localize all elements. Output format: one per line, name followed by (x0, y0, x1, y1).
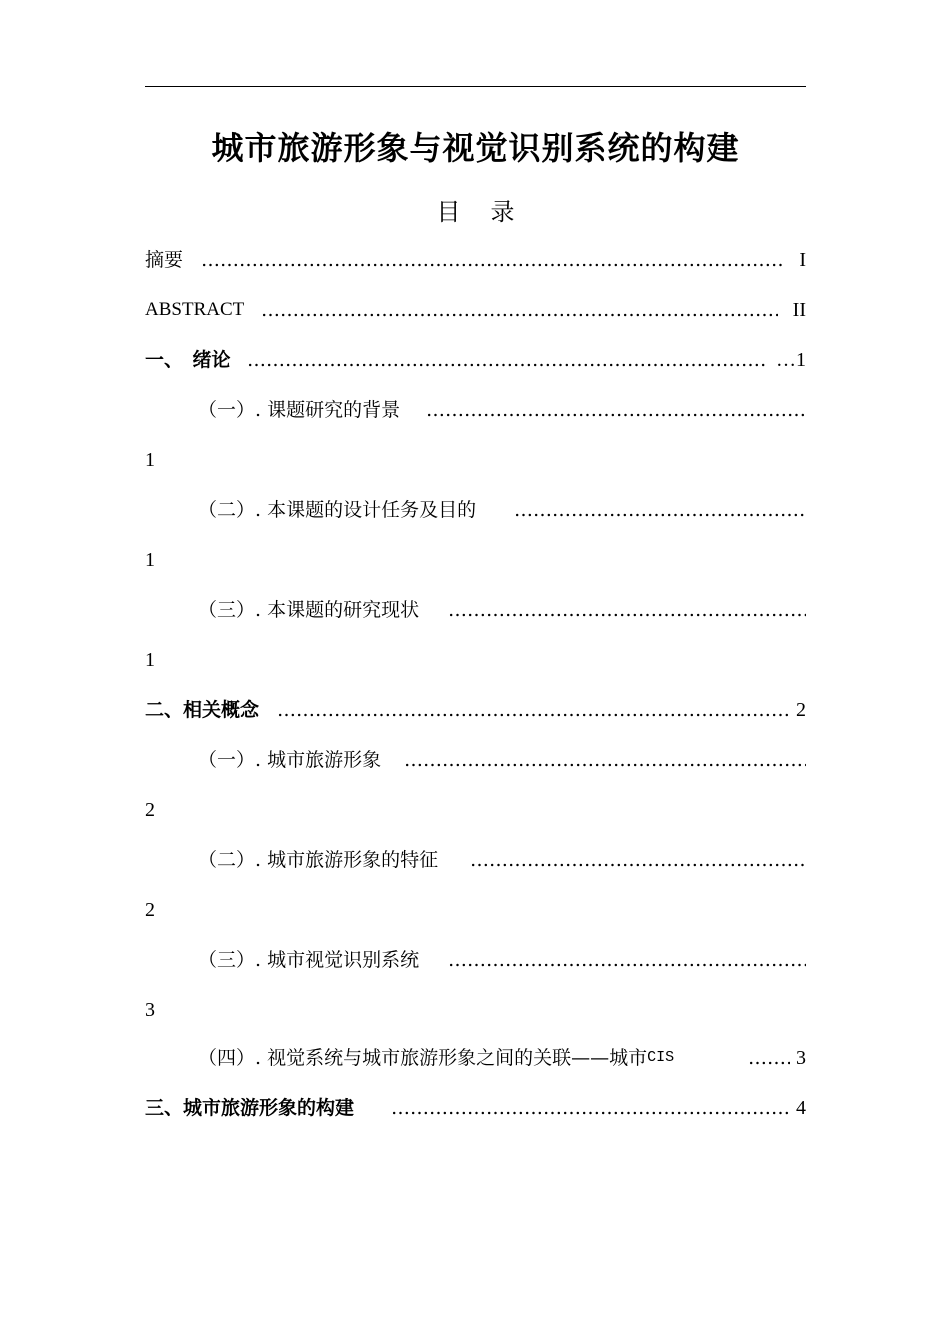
toc-entry-page: 3 (145, 999, 155, 1021)
toc-entry-page: 2 (145, 899, 155, 921)
toc-heading: 目录 (436, 198, 545, 226)
toc-entry-label: 三、城市旅游形象的构建 (145, 1097, 355, 1119)
toc-entry-chapter-2[interactable] (145, 695, 806, 725)
toc-entry-label: 一、 绪论 (145, 349, 231, 371)
header-rule (145, 86, 806, 87)
toc-entry-label: （四）. 视觉系统与城市旅游形象之间的关联——城市 (198, 1047, 648, 1069)
toc-entry-page: 2 (145, 799, 155, 821)
toc-entry-page: 1 (145, 549, 155, 571)
toc-leader-dots (247, 345, 766, 375)
toc-entry-page: …1 (776, 349, 806, 371)
toc-entry-chapter-3[interactable] (145, 1093, 806, 1123)
toc-leader-dots (261, 295, 778, 325)
toc-entry-label: （二）. 本课题的设计任务及目的 (198, 499, 477, 521)
toc-leader-dots (426, 395, 806, 425)
document-title: 城市旅游形象与视觉识别系统的构建 (211, 129, 740, 167)
toc-entry-page: 1 (145, 649, 155, 671)
toc-entry-2-1[interactable] (198, 745, 806, 775)
toc-entry-page: 2 (796, 699, 806, 721)
toc-entry-abstract-cn[interactable] (145, 245, 806, 275)
toc-leader-dots (201, 245, 782, 275)
toc-entry-chapter-1[interactable] (145, 345, 806, 375)
toc-entry-label-suffix: CIS (647, 1049, 675, 1066)
toc-entry-label: 二、相关概念 (145, 699, 260, 721)
toc-entry-label: （一）. 城市旅游形象 (198, 749, 382, 771)
toc-leader-dots (448, 595, 806, 625)
toc-entry-page: 4 (796, 1097, 806, 1119)
toc-entry-page: 1 (145, 449, 155, 471)
toc-leader-dots (391, 1093, 790, 1123)
toc-leader-dots (277, 695, 790, 725)
toc-entry-label: 摘要 (145, 249, 184, 271)
toc-entry-page: II (792, 299, 806, 321)
toc-leader-dots (448, 945, 806, 975)
toc-entry-1-1[interactable] (198, 395, 806, 425)
toc-entry-2-3[interactable] (198, 945, 806, 975)
toc-entry-page: I (799, 249, 806, 271)
toc-leader-dots (404, 745, 806, 775)
toc-entry-label: ABSTRACT (145, 299, 245, 320)
toc-leader-dots (514, 495, 806, 525)
toc-leader-dots (748, 1043, 790, 1073)
toc-entry-label: （三）. 本课题的研究现状 (198, 599, 420, 621)
toc-entry-1-3[interactable] (198, 595, 806, 625)
toc-entry-abstract-en[interactable] (145, 295, 806, 325)
toc-entry-label: （二）. 城市旅游形象的特征 (198, 849, 439, 871)
toc-entry-label: （一）. 课题研究的背景 (198, 399, 401, 421)
toc-entry-page: 3 (796, 1047, 806, 1069)
toc-leader-dots (470, 845, 806, 875)
toc-entry-2-4[interactable] (198, 1043, 806, 1073)
toc-entry-label: （三）. 城市视觉识别系统 (198, 949, 420, 971)
toc-entry-2-2[interactable] (198, 845, 806, 875)
toc-entry-1-2[interactable] (198, 495, 806, 525)
